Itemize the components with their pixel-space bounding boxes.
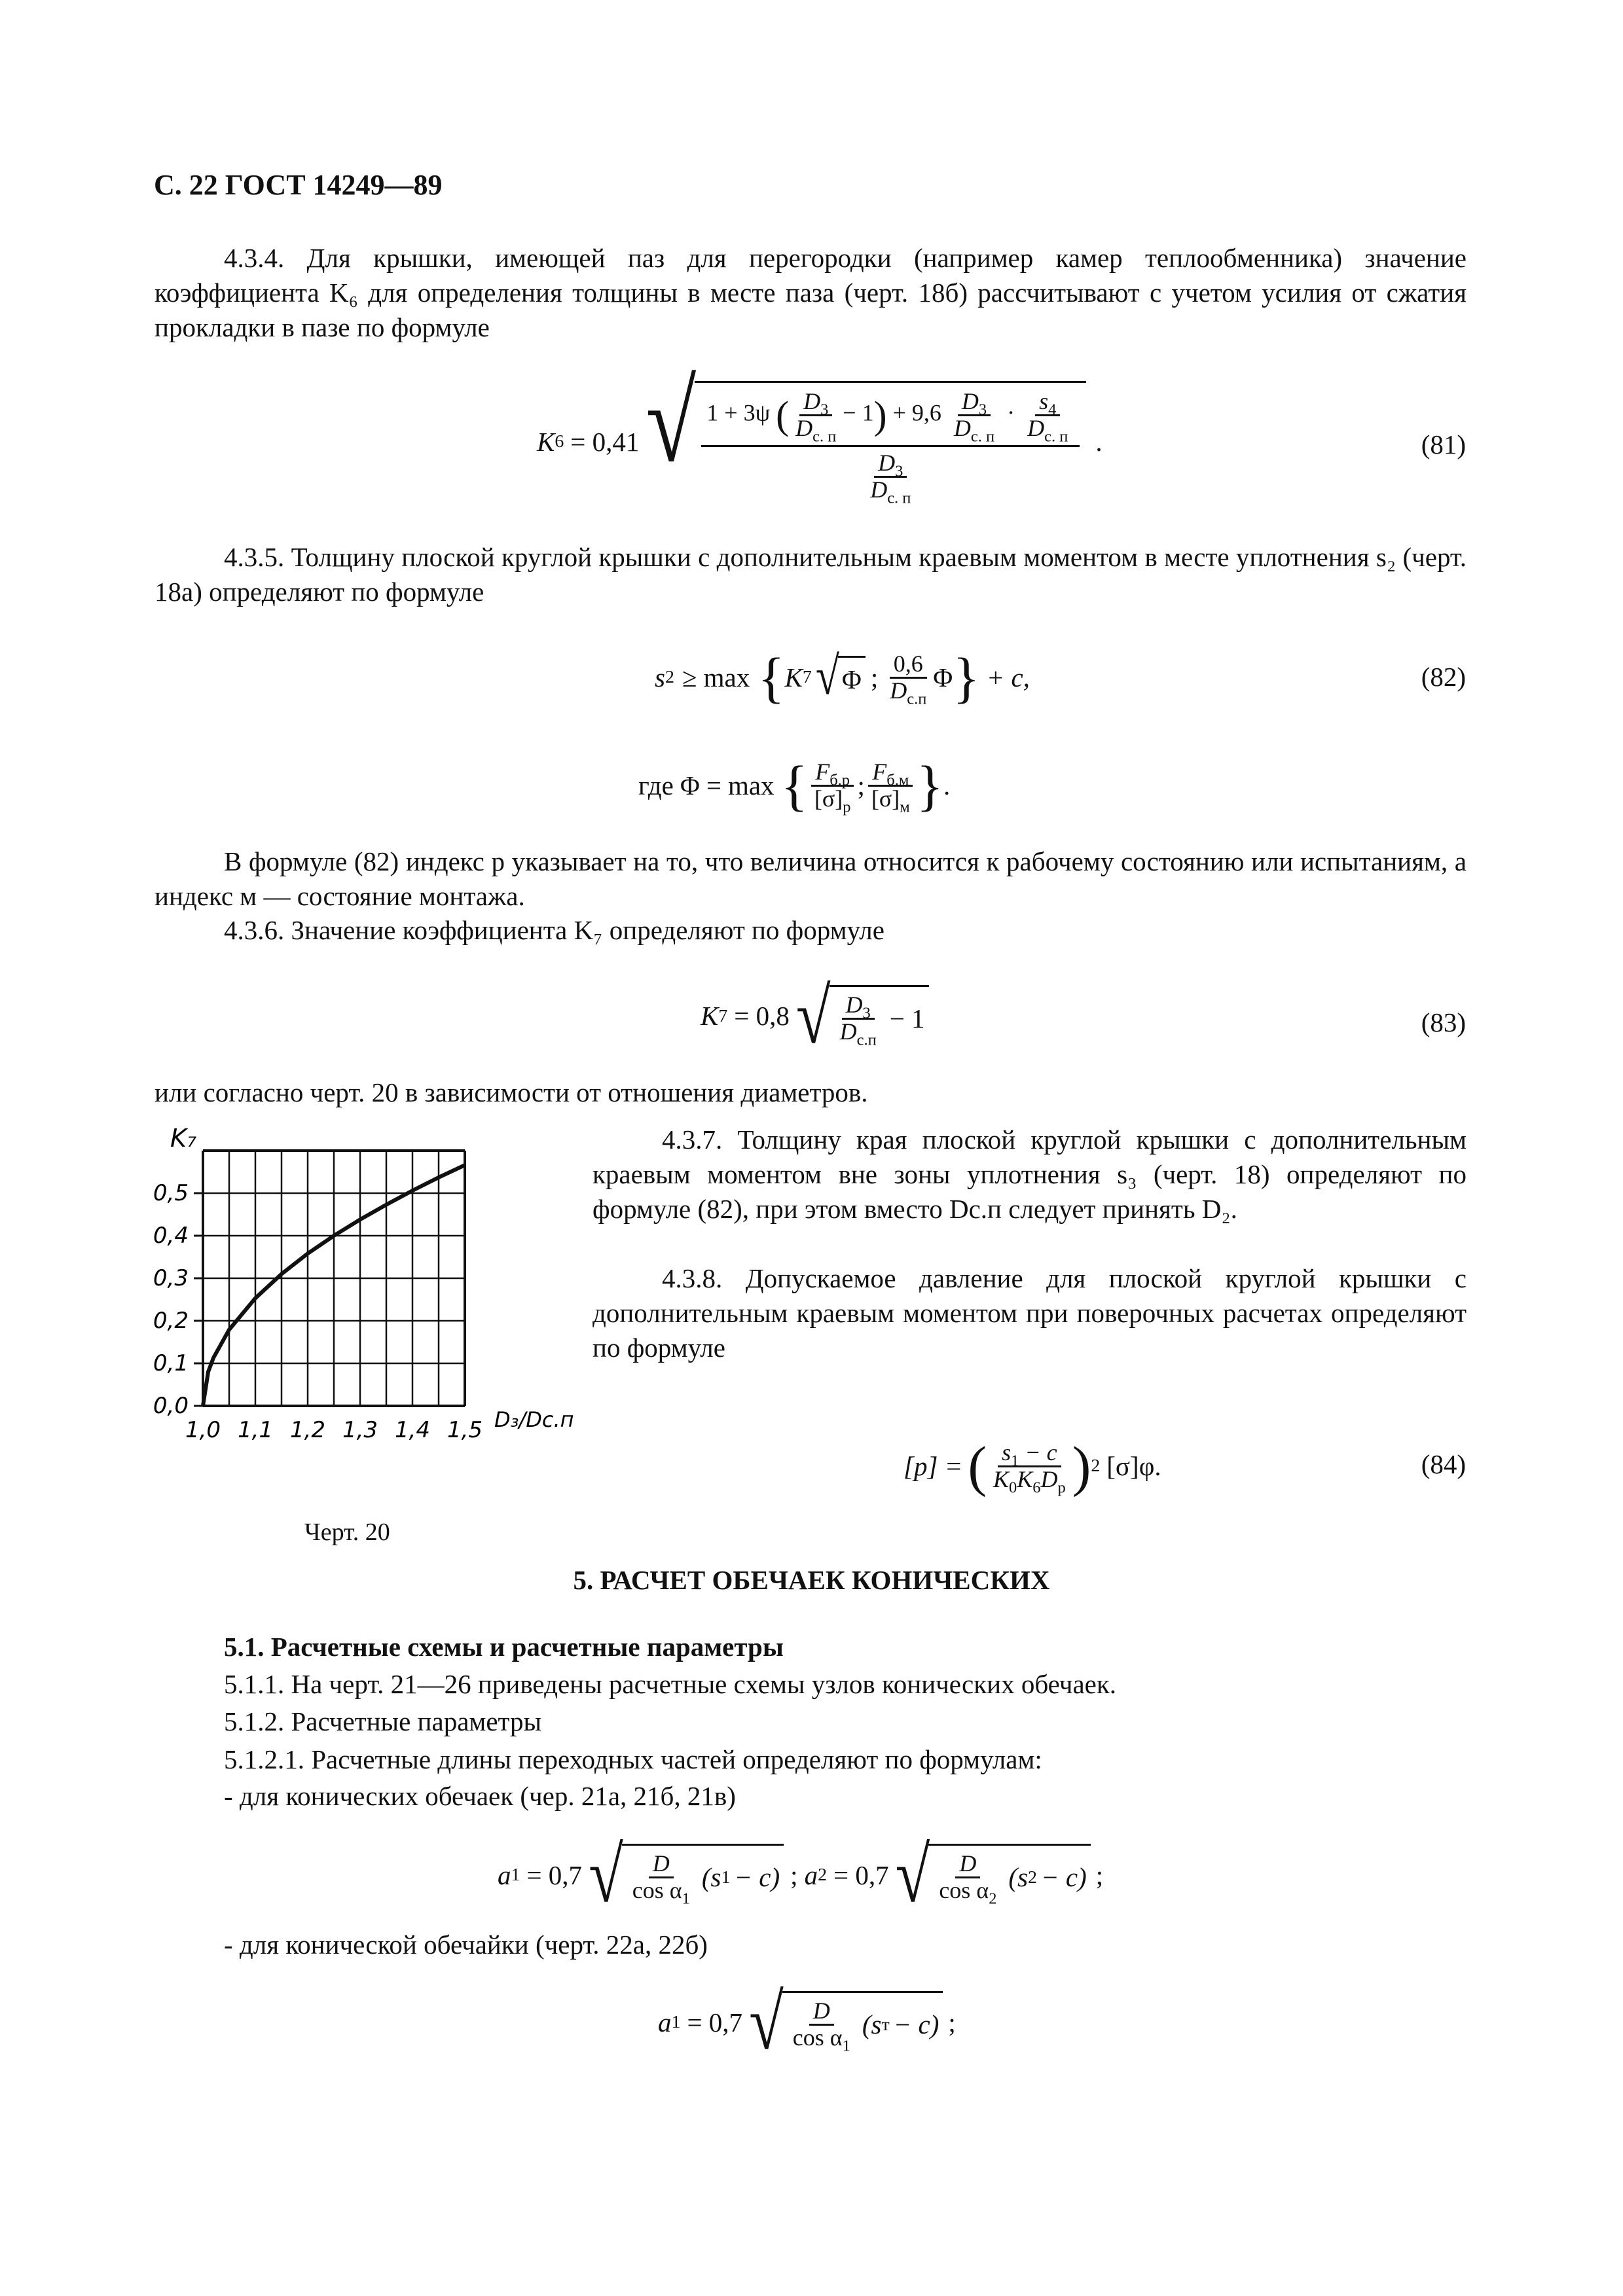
- formula-a1-a2: a 1 = 0,7 √ $\frac{D}{\cos \alpha_1}$ (s 1 − c) ; a 2 = 0,7 √ $\frac{D}{\cos \alpha_2}$ (s 2 − c) ;: [498, 1831, 1104, 1919]
- paragraph-or-chart: или согласно черт. 20 в зависимости от отношения диаметров.: [155, 1077, 868, 1107]
- subsection-5-1-title: 5.1. Расчетные схемы и расчетные параметры: [224, 1632, 784, 1662]
- list-item-conical-shells: - для конических обечаек (чер. 21а, 21б, 21в): [224, 1781, 736, 1811]
- page-header: С. 22 ГОСТ 14249—89: [154, 169, 443, 201]
- formula-83: K 7 = 0,8 √ $\frac{D_3}{D_{с.п}}$ − 1: [701, 975, 929, 1057]
- x-tick-label: 1,0: [185, 1417, 221, 1443]
- formula-81: K 6 = 0,41 √ 1 + 3ψ ( $\frac{D_3}{D_{с. п}}$ − 1) + 9,6 $\frac{D_3}{D_{с. п}}$ · $\frac{s_4}{D_{с. п}}$ $\frac{D_3}{D_{с. п}}$ .: [537, 359, 1103, 507]
- equation-number-82: (82): [1421, 662, 1466, 692]
- x-tick-label: 1,5: [447, 1417, 483, 1443]
- paragraph-4-3-7: 4.3.7. Толщину края плоской круглой крышки с дополнительным краевым моментом вне зоны уплотнения s₃ (черт. 18) определяют по формуле (82), при этом вместо Dс.п следует принять D₂.: [593, 1124, 1467, 1224]
- x-tick-label: 1,4: [394, 1417, 431, 1443]
- equation-number-84: (84): [1421, 1449, 1466, 1479]
- list-item-conical-shell: - для конической обечайки (черт. 22а, 22б): [224, 1929, 708, 1960]
- formula-phi: где Φ = max { $\frac{F_{б.р}}{[\sigma]_р}$ ; $\frac{F_{б.м}}{[\sigma]_м}$ } .: [638, 754, 951, 817]
- formula-82: s 2 ≥ max { K 7 √ Φ ; $\frac{0,6}{D_{с.п}}$ Φ } + c,: [655, 646, 1030, 709]
- y-tick-label: 0,0: [153, 1393, 189, 1419]
- paragraph-4-3-8: 4.3.8. Допускаемое давление для плоской круглой крышки с дополнительным краевым моментом при поверочных расчетах определяют по формуле: [593, 1263, 1467, 1363]
- y-tick-label: 0,4: [153, 1223, 189, 1249]
- paragraph-index: В формуле (82) индекс р указывает на то, что величина относится к рабочему состоянию или испытаниям, а индекс м — состояние монтажа.: [155, 846, 1467, 911]
- y-axis-label: K₇: [170, 1124, 197, 1153]
- equation-number-83: (83): [1421, 1007, 1466, 1037]
- x-tick-label: 1,2: [289, 1417, 326, 1443]
- paragraph-4-3-5: 4.3.5. Толщину плоской круглой крышки с дополнительным краевым моментом в месте уплотнения s₂ (черт. 18а) определяют по формуле: [155, 542, 1467, 607]
- paragraph-5-1-2: 5.1.2. Расчетные параметры: [224, 1706, 541, 1736]
- y-tick-label: 0,5: [153, 1180, 189, 1206]
- formula-a1: a 1 = 0,7 √ $\frac{D}{\cos \alpha_1}$ (s т − c) ;: [658, 1978, 956, 2066]
- paragraph-4-3-4: 4.3.4. Для крышки, имеющей паз для перегородки (например камер теплообменника) значение коэффициента K₆ для определения толщины в месте паза (черт. 18б) рассчитывают с учетом усилия от сжатия прокладки в пазе по формуле: [155, 243, 1467, 342]
- y-tick-label: 0,2: [153, 1308, 189, 1334]
- equation-number-81: (81): [1421, 429, 1466, 459]
- paragraph-4-3-6: 4.3.6. Значение коэффициента K₇ определяют по формуле: [224, 915, 884, 945]
- formula-84: [p] = ( $\frac{s_1 - c}{K_0K_6D_р}$ ) 2 [σ]φ.: [903, 1435, 1161, 1498]
- sqrt-81: √ 1 + 3ψ ( $\frac{D_3}{D_{с. п}}$ − 1) + 9,6 $\frac{D_3}{D_{с. п}}$ · $\frac{s_4}{D_{с. п}}$ $\frac{D_3}{D_{с. п}}$: [646, 381, 1086, 502]
- section-5-title: 5. РАСЧЕТ ОБЕЧАЕК КОНИЧЕСКИХ: [573, 1565, 1050, 1595]
- paragraph-5-1-2-1: 5.1.2.1. Расчетные длины переходных частей определяют по формулам:: [224, 1744, 1042, 1774]
- y-tick-label: 0,1: [153, 1350, 189, 1376]
- chart-caption: Черт. 20: [304, 1518, 390, 1546]
- y-tick-label: 0,3: [153, 1265, 189, 1291]
- x-tick-label: 1,1: [237, 1417, 274, 1443]
- paragraph-5-1-1: 5.1.1. На черт. 21—26 приведены расчетные схемы узлов конических обечаек.: [224, 1669, 1117, 1699]
- x-tick-label: 1,3: [342, 1417, 378, 1443]
- chart-k7: [153, 1124, 574, 1518]
- x-axis-label: D₃/Dс.п: [494, 1407, 574, 1432]
